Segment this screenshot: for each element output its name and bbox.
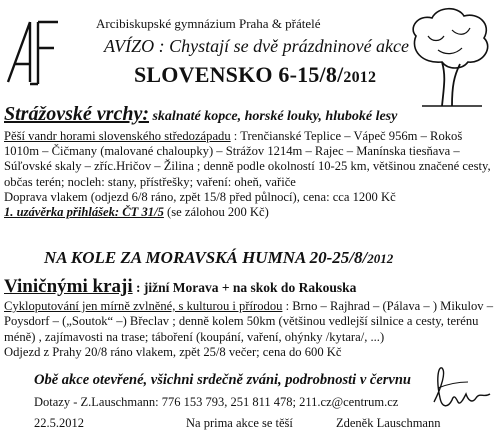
aviso-title: AVÍZO : Chystají se dvě prázdninové akce (104, 36, 410, 56)
tree-illustration (402, 6, 498, 112)
footer-name: Zdeněk Lauschmann (336, 416, 441, 430)
section2-transport: Odjezd z Prahy 20/8 ráno vlakem, zpět 25/8 večer; cena do 600 Kč (4, 345, 342, 360)
organization-name: Arcibiskupské gymnázium Praha & přátelé (96, 16, 321, 31)
section1-transport: Doprava vlakem (odjezd 6/8 ráno, zpět 15/8 před půlnocí), cena: cca 1200 Kč (4, 189, 396, 204)
section2-route (4, 299, 498, 345)
section1-deadline-line (4, 205, 498, 220)
section1-deadline: 1. uzávěrka přihlášek: ČT 31/5 (4, 205, 164, 220)
section-slovensko (4, 102, 498, 220)
section2-subheading: : jižní Morava + na skok do Rakouska (132, 280, 357, 295)
contacts: Dotazy - Z.Lauschmann: 776 153 793, 251 811 478; 211.cz@centrum.cz (34, 395, 399, 409)
section1-title (4, 102, 498, 129)
section-morava (4, 276, 498, 361)
section1-heading: Strážovské vrchy: (4, 103, 149, 125)
main-title-text: SLOVENSKO 6-15/8/ (134, 62, 344, 87)
section1-deadline-note: (se zálohou 200 Kč) (163, 205, 269, 220)
section2-banner-text: NA KOLE ZA MORAVSKÁ HUMNA 20-25/8/ (44, 248, 368, 267)
section2-title (4, 276, 498, 299)
handwritten-signature (428, 358, 496, 418)
section2-route-lead: Cykloputování jen mírně zvlněné, s kulturou i přírodou (4, 299, 283, 313)
open-note: Obě akce otevřené, všichni srdečně zváni, podrobnosti v červnu (34, 372, 411, 388)
footer-date: 22.5.2012 (34, 416, 84, 430)
section2-route-body: : Brno – Rajhrad – (Pálava – ) Mikulov – Poysdorf – („Soutok“ –) Břeclav ; denně kolem 50km (většinou vedlejší silnice a cesty, terénu méně) , zajímavosti na trase; táboření (koupání, vaření, ohýnky /kytara/, ...) (4, 299, 493, 344)
section1-route-lead: Pěší vandr horami slovenského středozápadu (4, 129, 231, 143)
section1-route-body: : Trenčianské Teplice – Vápeč 956m – Rokoš 1010m – Čičmany (malované chaloupky) – Strážov 1214m – Rajec – Manínska tiesňava – Súľovské skaly – zříc.Hričov – Žilina ; denně podle okolností 10-25 km, většinou značené cesty, občas terén; nocleh: stany, přístřešky; vaření: oheň, vařiče (4, 129, 491, 189)
main-title-year: 2012 (343, 69, 377, 86)
school-logo (0, 18, 62, 90)
section1-route (4, 129, 498, 190)
footer-closing: Na prima akce se těší (186, 416, 293, 430)
main-title (134, 62, 376, 88)
section2-banner (44, 248, 393, 268)
section2-banner-year: 2012 (367, 251, 394, 266)
section2-heading: Viničnými kraji (4, 276, 133, 297)
section1-subheading: skalnaté kopce, horské louky, hluboké lesy (148, 109, 398, 124)
